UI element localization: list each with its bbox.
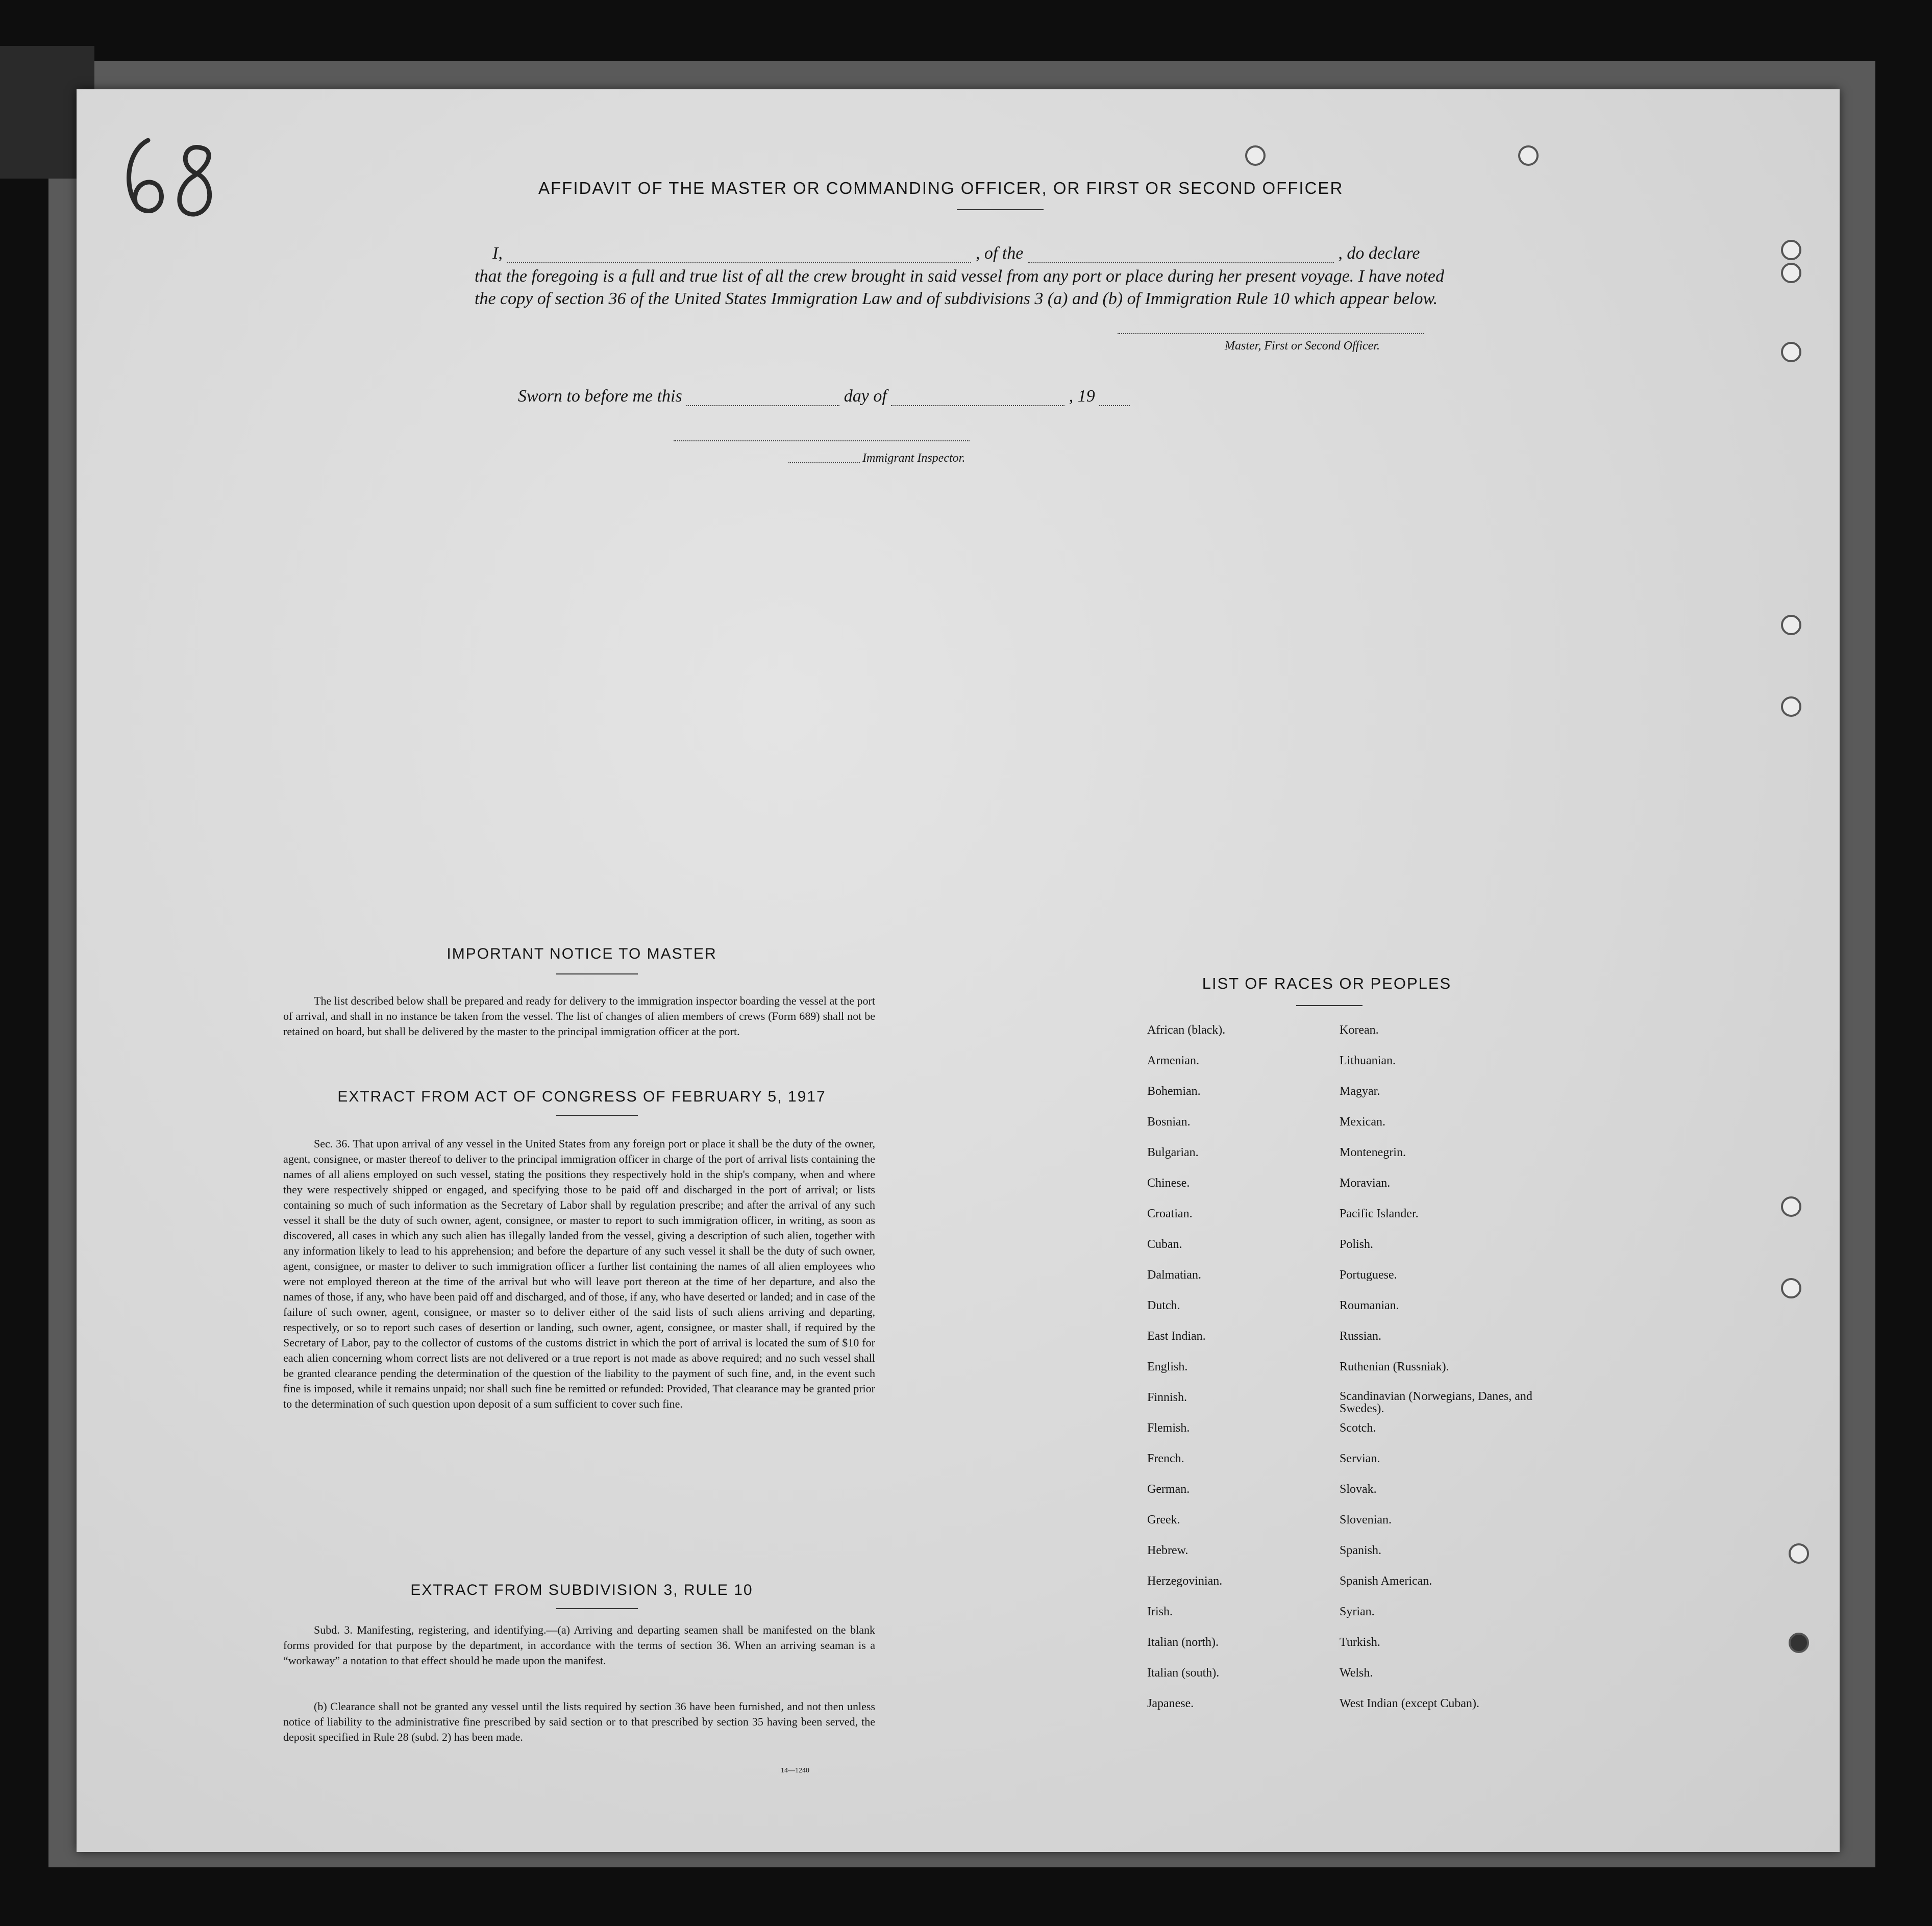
races-title: LIST OF RACES OR PEOPLES: [1202, 974, 1452, 992]
race-item: West Indian (except Cuban).: [1340, 1697, 1479, 1710]
act-divider: [556, 1115, 638, 1116]
race-item: Magyar.: [1340, 1085, 1380, 1098]
race-item: Bosnian.: [1147, 1115, 1191, 1129]
punch-hole-icon: [1781, 263, 1801, 283]
inspector-signature-line-1[interactable]: [674, 426, 970, 441]
race-item: Bohemian.: [1147, 1085, 1201, 1098]
race-item: Lithuanian.: [1340, 1054, 1396, 1067]
race-item: Slovenian.: [1340, 1513, 1392, 1527]
race-item: Cuban.: [1147, 1238, 1182, 1251]
affidavit-of-the-label: , of the: [975, 244, 1024, 263]
race-item: Mexican.: [1340, 1115, 1385, 1129]
race-item: Korean.: [1340, 1023, 1379, 1037]
title-divider: [957, 209, 1044, 210]
inspector-signature-line-2[interactable]: [788, 448, 860, 463]
race-item: Turkish.: [1340, 1636, 1380, 1649]
form-number: 14—1240: [781, 1767, 809, 1774]
race-item: Montenegrin.: [1340, 1146, 1406, 1159]
act-title: EXTRACT FROM ACT OF CONGRESS OF FEBRUARY 5, 1917: [337, 1088, 826, 1105]
race-item: Greek.: [1147, 1513, 1180, 1527]
sworn-year-blank[interactable]: [1099, 391, 1130, 406]
race-item: German.: [1147, 1483, 1190, 1496]
race-item: Chinese.: [1147, 1177, 1190, 1190]
notice-title: IMPORTANT NOTICE TO MASTER: [447, 945, 717, 962]
sworn-month-blank[interactable]: [891, 391, 1064, 406]
punch-hole-icon: [1789, 1543, 1809, 1564]
sworn-line: [518, 387, 1130, 406]
race-item: Herzegovinian.: [1147, 1574, 1223, 1588]
year-label: , 19: [1069, 387, 1095, 406]
punch-hole-icon: [1781, 240, 1801, 260]
race-item: Scandinavian (Norwegians, Danes, and Swedes).: [1340, 1390, 1532, 1415]
race-item: Slovak.: [1340, 1483, 1377, 1496]
punch-hole-icon: [1781, 342, 1801, 362]
races-divider: [1296, 1005, 1363, 1006]
punch-hole-icon: [1789, 1633, 1809, 1653]
master-signature-blank[interactable]: [1118, 319, 1424, 334]
race-item: Japanese.: [1147, 1697, 1194, 1710]
sworn-label: Sworn to before me this: [518, 387, 682, 406]
race-item: Dalmatian.: [1147, 1268, 1201, 1282]
rule-divider: [556, 1608, 638, 1609]
race-item: Spanish American.: [1340, 1574, 1432, 1588]
race-item: Bulgarian.: [1147, 1146, 1199, 1159]
race-item: English.: [1147, 1360, 1188, 1373]
race-item: Armenian.: [1147, 1054, 1199, 1067]
affidavit-title: AFFIDAVIT OF THE MASTER OR COMMANDING OFFICER, OR FIRST OR SECOND OFFICER: [538, 179, 1344, 197]
race-item: Dutch.: [1147, 1299, 1180, 1312]
rule-text-b: (b) Clearance shall not be granted any vessel until the lists required by section 36 have been furnished, and not then unless notice of liability to the administrative fine prescribed by said section or to that prescribed by section 35 having been served, the deposit specified in Rule 28 (subd. 2) has been made.: [283, 1700, 875, 1743]
act-text: Sec. 36. That upon arrival of any vessel in the United States from any foreign port or place it shall be the duty of the owner, agent, consignee, or master thereof to deliver to the principal immigration officer in charge of the port of arrival lists containing the names of all aliens employed on such vessel, stating the positions they respectively hold in the ship's company, when and where they were respectively shipped or engaged, and specifying those to be paid off and discharged in the port of arrival; or lists containing so much of such information as the Secretary of Labor shall by regulation prescribe; and after the arrival of any such vessel it shall be the duty of such owner, agent, consignee, or master to report to such immigration officer, in writing, as soon as discovered, all cases in which any such alien has illegally landed from the vessel, giving a description of such alien, together with any information likely to lead to his apprehension; and before the departure of any such vessel it shall be the duty of such owner, agent, consignee, or master to deliver to such immigration officer a further list containing the names of all alien employees who were not employed thereon at the time of the arrival but who will leave port thereon at the time of her departure, and also the names of those, if any, who have been paid off and discharged, and of those, if any, who have deserted or landed; and in case of the failure of such owner, agent, consignee, or master so to deliver either of the said lists of such aliens arriving and departing, respectively, or so to report such cases of desertion or landing, such owner, agent, consignee, or master shall, if required by the Secretary of Labor, pay to the collector of customs of the customs district in which the port of arrival is located the sum of $10 for each alien concerning whom correct lists are not delivered or a true report is not made as above required; and no such vessel shall be granted clearance pending the determination of the question of the liability to the payment of such fine, and, in the event such fine is imposed, while it remains unpaid; nor shall such fine be remitted or refunded: Provided, That clearance may be granted prior to the determination of such question upon deposit of a sum sufficient to cover such fine.: [283, 1137, 875, 1410]
handwritten-sheet-number: [112, 130, 230, 227]
sworn-day-blank[interactable]: [686, 391, 839, 406]
affidavit-body: that the foregoing is a full and true list of all the crew brought in said vessel from any port or place during her present voyage. I have noted the copy of section 36 of the United States Immigration Law and of subdivisions 3 (a) and (b) of Immigration Rule 10 which appear below.: [475, 267, 1444, 308]
race-item: French.: [1147, 1452, 1184, 1465]
notice-text: The list described below shall be prepared and ready for delivery to the immigration inspector boarding the vessel at the port of arrival, and shall in no instance be taken from the vessel. The list of changes of alien members of crews (Form 689) shall not be retained on board, but shall be delivered by the master to the principal immigration officer at the port.: [283, 994, 875, 1038]
race-item: Spanish.: [1340, 1544, 1382, 1557]
officer-name-blank[interactable]: [507, 248, 971, 263]
rule-text-a: Subd. 3. Manifesting, registering, and identifying.—(a) Arriving and departing seamen shall be manifested on the blank forms provided for that purpose by the department, in accordance with the terms of section 36. When an arriving seaman is a “workaway” a notation to that effect should be made upon the manifest.: [283, 1623, 875, 1667]
race-item: Italian (north).: [1147, 1636, 1219, 1649]
race-item: Polish.: [1340, 1238, 1374, 1251]
affidavit-declare-label: , do declare: [1338, 244, 1420, 263]
race-item: Russian.: [1340, 1330, 1382, 1343]
race-item: Italian (south).: [1147, 1666, 1220, 1680]
race-item: Irish.: [1147, 1605, 1173, 1618]
race-item: Moravian.: [1340, 1177, 1391, 1190]
race-item: Croatian.: [1147, 1207, 1193, 1220]
race-item: Hebrew.: [1147, 1544, 1188, 1557]
race-item: East Indian.: [1147, 1330, 1206, 1343]
affidavit-i-label: I,: [492, 244, 503, 263]
master-signature-label: Master, First or Second Officer.: [1225, 339, 1380, 353]
race-item: Ruthenian (Russniak).: [1340, 1360, 1449, 1373]
punch-hole-icon: [1781, 696, 1801, 717]
punch-hole-icon: [1781, 615, 1801, 635]
punch-hole-icon: [1781, 1278, 1801, 1298]
notice-divider: [556, 973, 638, 974]
race-item: Servian.: [1340, 1452, 1380, 1465]
race-item: Syrian.: [1340, 1605, 1375, 1618]
race-item: Flemish.: [1147, 1421, 1190, 1435]
race-item: Roumanian.: [1340, 1299, 1399, 1312]
day-of-label: day of: [844, 387, 887, 406]
race-item: Scotch.: [1340, 1421, 1376, 1435]
punch-hole-icon: [1245, 145, 1266, 166]
race-item: African (black).: [1147, 1023, 1226, 1037]
race-item: Pacific Islander.: [1340, 1207, 1419, 1220]
punch-hole-icon: [1518, 145, 1539, 166]
vessel-name-blank[interactable]: [1028, 248, 1334, 263]
punch-hole-icon: [1781, 1196, 1801, 1217]
race-item: Portuguese.: [1340, 1268, 1397, 1282]
race-item: Welsh.: [1340, 1666, 1373, 1680]
affidavit-first-line: [492, 244, 1420, 263]
inspector-signature-label: Immigrant Inspector.: [862, 452, 965, 465]
rule-title: EXTRACT FROM SUBDIVISION 3, RULE 10: [410, 1582, 753, 1598]
race-item: Finnish.: [1147, 1391, 1187, 1404]
